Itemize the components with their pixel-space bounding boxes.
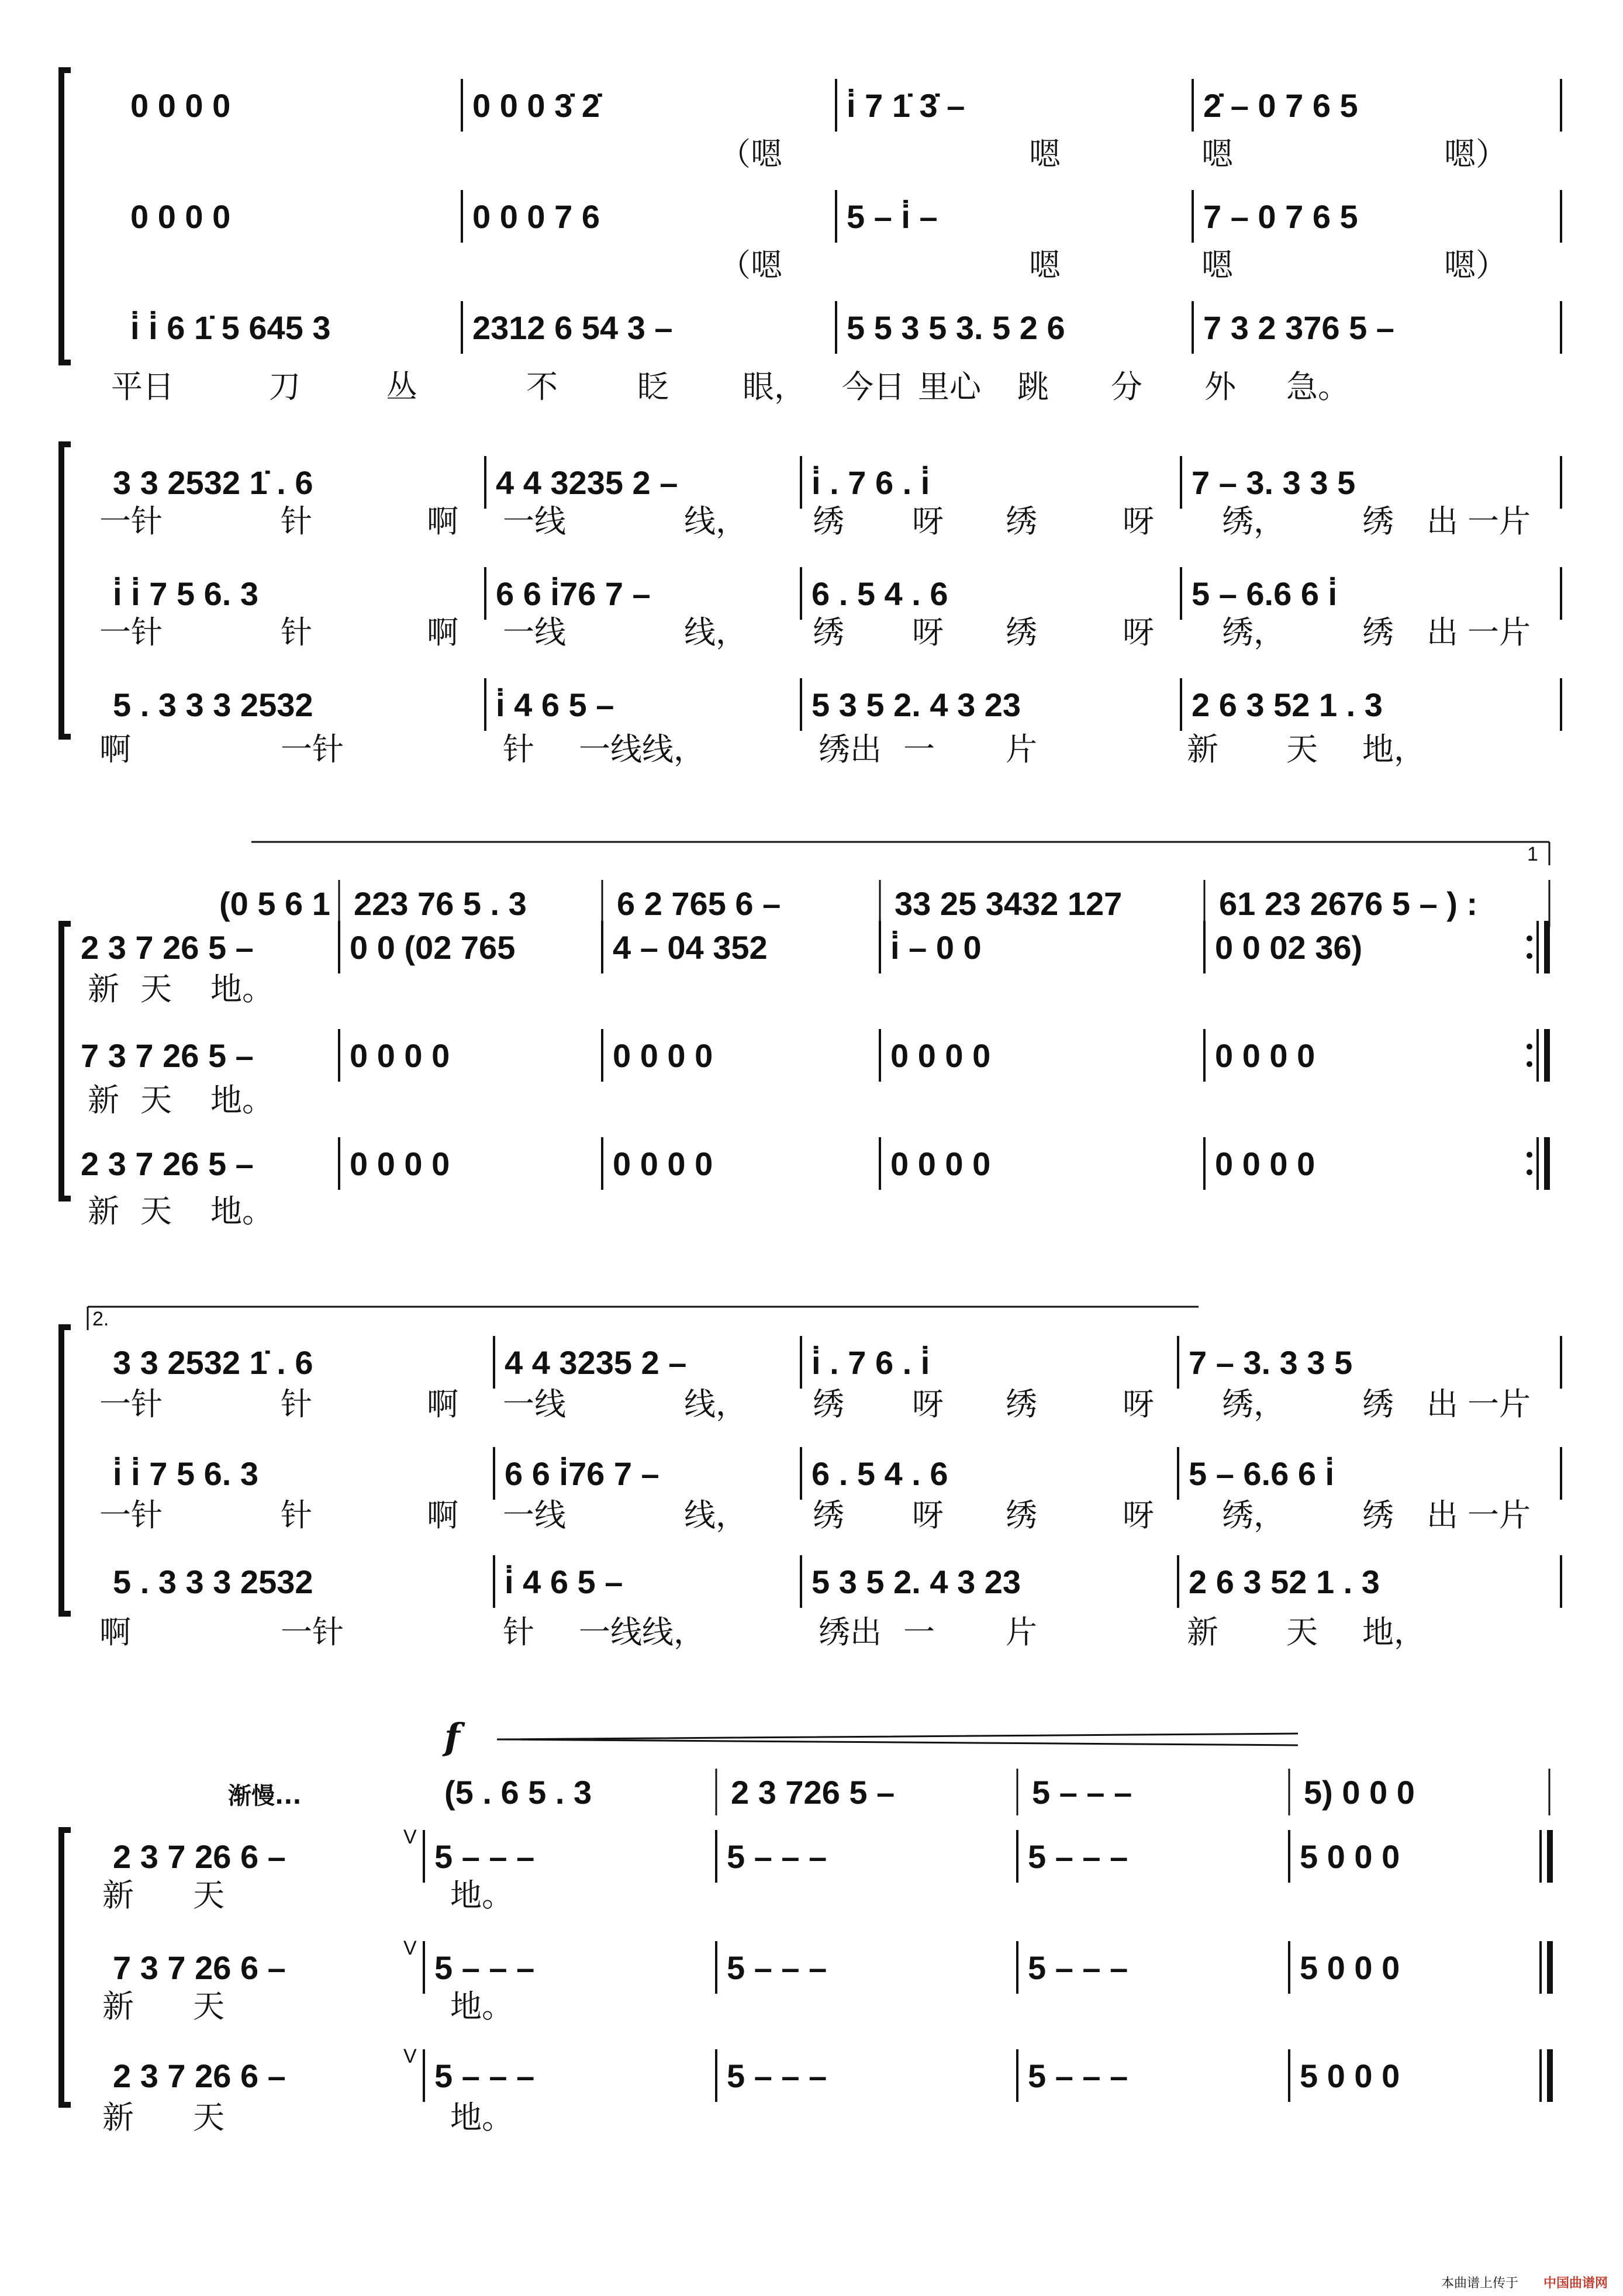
lyric-syllable: 绣	[813, 1497, 844, 1534]
note-group: 2 3 7 26 5 –	[81, 1145, 254, 1182]
note-group: 6 . 5 4 . 6	[811, 575, 948, 612]
volta-number: 1	[1527, 843, 1538, 865]
lyric-syllable: 绣，	[1222, 1386, 1285, 1423]
instrumental-bar: (5 . 6 5 . 3	[444, 1774, 592, 1811]
note-group: 0 0 0 0	[1215, 1145, 1315, 1182]
system-bracket	[61, 924, 71, 1199]
breath-mark: V	[403, 2045, 417, 2067]
lyric-syllable: 一线	[503, 1386, 566, 1423]
lyric-syllable: 地，	[1362, 731, 1425, 768]
lyric-syllable: 嗯	[1201, 136, 1233, 172]
lyric-syllable: 一	[903, 731, 935, 768]
note-group: 5 3 5 2. 4 3 23	[811, 1563, 1021, 1600]
lyric-syllable: 天	[193, 1988, 225, 2025]
lyric-syllable: 嗯）	[1444, 247, 1507, 284]
note-group: 7 3 2 376 5 –	[1203, 309, 1394, 346]
lyric-syllable: 针	[503, 1614, 534, 1651]
note-group: 0 0 (02 765	[350, 929, 516, 966]
lyric-syllable: 一片	[1467, 1497, 1531, 1534]
lyric-syllable: 线，	[684, 614, 747, 651]
note-group: 2 3 7 26 5 –	[81, 929, 254, 966]
lyric-syllable: 今日	[842, 368, 905, 405]
note-group: 5 . 3 3 3 2532	[113, 1563, 313, 1600]
breath-mark: V	[403, 1937, 417, 1959]
note-group: 5 – 6.6 6 i̇	[1192, 575, 1338, 612]
note-group: 5 0 0 0	[1300, 1838, 1400, 1875]
note-group: 7 3 7 26 5 –	[81, 1037, 254, 1074]
lyric-syllable: 绣，	[1222, 503, 1285, 540]
lyric-syllable: 绣	[1362, 1386, 1394, 1423]
note-group: 4 4 3235 2 –	[505, 1344, 687, 1381]
lyric-syllable: 地。	[210, 1193, 274, 1230]
lyric-syllable: 地。	[450, 2099, 513, 2136]
lyric-syllable: 绣	[813, 1386, 844, 1423]
lyric-syllable: 片	[1006, 731, 1037, 768]
lyric-syllable: 一片	[1467, 503, 1531, 540]
lyric-syllable: 啊	[99, 731, 131, 768]
note-group: 5 0 0 0	[1300, 2057, 1400, 2094]
lyric-syllable: 绣	[1006, 503, 1037, 540]
lyric-syllable: 一针	[99, 1497, 163, 1534]
lyric-syllable: 地。	[450, 1877, 513, 1914]
lyric-syllable: 呀	[912, 614, 944, 651]
note-group: 6 6 i̇76 7 –	[496, 575, 651, 612]
lyric-syllable: 出	[1427, 503, 1458, 540]
lyric-syllable: 片	[1006, 1614, 1037, 1651]
lyric-syllable: 一针	[281, 1614, 344, 1651]
lyric-syllable: 一针	[99, 614, 163, 651]
note-group: 0 0 0 0	[1215, 1037, 1315, 1074]
lyric-syllable: 新	[88, 971, 119, 1007]
lyric-syllable: 针	[281, 1386, 312, 1423]
lyric-syllable: 绣	[1006, 1497, 1037, 1534]
lyric-syllable: 线，	[684, 1386, 747, 1423]
lyric-syllable: 针	[281, 503, 312, 540]
note-group: 3 3 2532 1̇ . 6	[113, 1344, 313, 1381]
note-group: 7 3 7 26 6 –	[113, 1949, 286, 1986]
lyric-syllable: 地。	[450, 1988, 513, 2025]
lyric-syllable: 天	[140, 1082, 172, 1118]
lyric-syllable: 外	[1204, 368, 1236, 405]
note-group: 5 – – –	[727, 1838, 827, 1875]
note-group: 5 – i̇ –	[847, 198, 938, 235]
site-logo: 中国曲谱网	[1543, 2276, 1608, 2291]
note-group: 5 – – –	[434, 1838, 535, 1875]
note-group: 5 – 6.6 6 i̇	[1189, 1455, 1335, 1492]
lyric-syllable: 针	[281, 614, 312, 651]
lyric-syllable: 呀	[912, 1386, 944, 1423]
note-group: i̇ 4 6 5 –	[505, 1563, 623, 1600]
instrumental-bar: 223 76 5 . 3	[354, 885, 527, 922]
system-bracket	[61, 1830, 71, 2105]
footer-text: 本曲谱上传于	[1441, 2276, 1519, 2291]
lyric-syllable: 地。	[210, 1082, 274, 1118]
system-bracket	[61, 444, 71, 737]
repeat-dot	[1527, 953, 1532, 959]
instrumental-bar: 2 3 726 5 –	[731, 1774, 895, 1811]
instrumental-bar: (0 5 6 1	[219, 885, 330, 922]
note-group: 6 . 5 4 . 6	[811, 1455, 948, 1492]
breath-mark: V	[403, 1826, 417, 1848]
lyric-syllable: 天	[193, 1877, 225, 1914]
lyric-syllable: 绣	[1006, 614, 1037, 651]
lyric-syllable: 嗯）	[1444, 136, 1507, 172]
lyric-syllable: 丛	[386, 368, 417, 405]
lyric-syllable: 跳	[1017, 368, 1049, 405]
note-group: i̇ i̇ 7 5 6. 3	[113, 1455, 259, 1492]
repeat-dot	[1527, 935, 1532, 941]
lyric-syllable: （嗯	[719, 247, 782, 284]
lyric-syllable: 针	[503, 731, 534, 768]
lyric-syllable: 针	[281, 1497, 312, 1534]
lyric-syllable: 嗯	[1201, 247, 1233, 284]
lyric-syllable: 啊	[427, 503, 458, 540]
lyric-syllable: 天	[1286, 731, 1318, 768]
lyric-syllable: 一针	[99, 1386, 163, 1423]
note-group: 0 0 0 7 6	[472, 198, 600, 235]
note-group: 5 3 5 2. 4 3 23	[811, 686, 1021, 723]
lyric-syllable: 一片	[1467, 1386, 1531, 1423]
note-group: 3 3 2532 1̇ . 6	[113, 464, 313, 501]
note-group: 0 0 0 0	[350, 1145, 450, 1182]
note-group: 5 – – –	[1028, 1949, 1128, 1986]
instrumental-bar: 5) 0 0 0	[1304, 1774, 1415, 1811]
lyric-syllable: 绣出	[819, 731, 882, 768]
note-group: 0 0 0 0	[350, 1037, 450, 1074]
note-group: 0 0 0 0	[613, 1037, 713, 1074]
lyric-syllable: 呀	[1123, 503, 1154, 540]
note-group: 5 – – –	[727, 2057, 827, 2094]
lyric-syllable: 呀	[912, 503, 944, 540]
lyric-syllable: 天	[1286, 1614, 1318, 1651]
system-bracket	[61, 1327, 71, 1614]
lyric-syllable: 里心	[918, 368, 981, 405]
lyric-syllable: 呀	[1123, 1386, 1154, 1423]
lyric-syllable: 分	[1111, 368, 1142, 405]
note-group: i̇ i̇ 6 1̇ 5 645 3	[130, 309, 331, 346]
note-group: 2̇ – 0 7 6 5	[1203, 87, 1358, 124]
lyric-syllable: 呀	[1123, 614, 1154, 651]
instrumental-bar: 61 23 2676 5 – ) :	[1219, 885, 1478, 922]
lyric-syllable: （嗯	[719, 136, 782, 172]
lyric-syllable: 新	[88, 1193, 119, 1230]
note-group: 0 0 0 0	[130, 87, 231, 124]
lyric-syllable: 绣	[813, 614, 844, 651]
instrumental-bar: 6 2 765 6 –	[617, 885, 781, 922]
lyric-syllable: 一针	[281, 731, 344, 768]
lyric-syllable: 一线	[503, 1497, 566, 1534]
lyric-syllable: 一线	[503, 503, 566, 540]
note-group: 0 0 0 3̇ 2̇	[472, 87, 600, 124]
note-group: 2 3 7 26 6 –	[113, 1838, 286, 1875]
note-group: 6 6 i̇76 7 –	[505, 1455, 659, 1492]
tempo-marking: 渐慢...	[228, 1783, 302, 1810]
note-group: 5 0 0 0	[1300, 1949, 1400, 1986]
note-group: 7 – 3. 3 3 5	[1192, 464, 1356, 501]
note-group: i̇ . 7 6 . i̇	[811, 1344, 930, 1381]
note-group: 5 – – –	[1028, 2057, 1128, 2094]
instrumental-bar: 33 25 3432 127	[895, 885, 1123, 922]
lyric-syllable: 一线线，	[579, 1614, 705, 1651]
note-group: 4 4 3235 2 –	[496, 464, 678, 501]
note-group: 5 – – –	[434, 2057, 535, 2094]
lyric-syllable: 新	[88, 1082, 119, 1118]
lyric-syllable: 呀	[1123, 1497, 1154, 1534]
lyric-syllable: 新	[102, 1988, 134, 2025]
note-group: 7 – 3. 3 3 5	[1189, 1344, 1353, 1381]
note-group: 2 6 3 52 1 . 3	[1192, 686, 1383, 723]
lyric-syllable: 绣出	[819, 1614, 882, 1651]
note-group: 4 – 04 352	[613, 929, 768, 966]
lyric-syllable: 出	[1427, 614, 1458, 651]
note-group: i̇ i̇ 7 5 6. 3	[113, 575, 259, 612]
lyric-syllable: 新	[1187, 731, 1218, 768]
lyric-syllable: 线，	[684, 503, 747, 540]
lyric-syllable: 一	[903, 1614, 935, 1651]
lyric-syllable: 新	[102, 1877, 134, 1914]
note-group: 2 6 3 52 1 . 3	[1189, 1563, 1380, 1600]
note-group: 5 . 3 3 3 2532	[113, 686, 313, 723]
note-group: 0 0 0 0	[890, 1145, 991, 1182]
lyric-syllable: 不	[526, 368, 558, 405]
lyric-syllable: 啊	[427, 614, 458, 651]
lyric-syllable: 新	[102, 2099, 134, 2136]
note-group: 2 3 7 26 6 –	[113, 2057, 286, 2094]
note-group: 0 0 0 0	[890, 1037, 991, 1074]
lyric-syllable: 急。	[1286, 368, 1349, 405]
lyric-syllable: 绣	[1362, 1497, 1394, 1534]
note-group: 5 – – –	[727, 1949, 827, 1986]
lyric-syllable: 绣	[1006, 1386, 1037, 1423]
note-group: 5 – – –	[1028, 1838, 1128, 1875]
note-group: 2312 6 54 3 –	[472, 309, 673, 346]
lyric-syllable: 绣	[1362, 503, 1394, 540]
system-bracket	[61, 70, 71, 362]
lyric-syllable: 绣	[1362, 614, 1394, 651]
repeat-dot	[1527, 1169, 1532, 1175]
note-group: 7 – 0 7 6 5	[1203, 198, 1358, 235]
note-group: i̇ 7 1̇ 3̇ –	[847, 87, 965, 124]
volta-number: 2.	[92, 1308, 109, 1330]
lyric-syllable: 天	[193, 2099, 225, 2136]
lyric-syllable: 刀	[269, 368, 301, 405]
lyric-syllable: 绣，	[1222, 614, 1285, 651]
repeat-dot	[1527, 1061, 1532, 1067]
lyric-syllable: 一片	[1467, 614, 1531, 651]
lyric-syllable: 啊	[427, 1386, 458, 1423]
repeat-dot	[1527, 1152, 1532, 1158]
note-group: 5 – – –	[434, 1949, 535, 1986]
lyric-syllable: 一线线，	[579, 731, 705, 768]
lyric-syllable: 一针	[99, 503, 163, 540]
note-group: 5 5 3 5 3. 5 2 6	[847, 309, 1065, 346]
lyric-syllable: 天	[140, 1193, 172, 1230]
note-group: 0 0 0 0	[130, 198, 231, 235]
lyric-syllable: 天	[140, 971, 172, 1007]
note-group: i̇ . 7 6 . i̇	[811, 464, 930, 501]
note-group: i̇ – 0 0	[890, 929, 982, 966]
lyric-syllable: 一线	[503, 614, 566, 651]
decrescendo-hairpin	[497, 1734, 1298, 1745]
note-group: 0 0 02 36)	[1215, 929, 1363, 966]
lyric-syllable: 嗯	[1029, 247, 1061, 284]
instrumental-bar: 5 – – –	[1032, 1774, 1132, 1811]
lyric-syllable: 地，	[1362, 1614, 1425, 1651]
lyric-syllable: 呀	[912, 1497, 944, 1534]
lyric-syllable: 啊	[99, 1614, 131, 1651]
lyric-syllable: 绣，	[1222, 1497, 1285, 1534]
lyric-syllable: 地。	[210, 971, 274, 1007]
note-group: i̇ 4 6 5 –	[496, 686, 614, 723]
lyric-syllable: 新	[1187, 1614, 1218, 1651]
dynamic-marking: f	[444, 1715, 460, 1758]
lyric-syllable: 平日	[111, 368, 174, 405]
lyric-syllable: 出	[1427, 1497, 1458, 1534]
lyric-syllable: 嗯	[1029, 136, 1061, 172]
lyric-syllable: 绣	[813, 503, 844, 540]
note-group: 0 0 0 0	[613, 1145, 713, 1182]
lyric-syllable: 出	[1427, 1386, 1458, 1423]
lyric-syllable: 眨	[637, 368, 669, 405]
repeat-dot	[1527, 1044, 1532, 1049]
lyric-syllable: 眼，	[743, 368, 806, 405]
lyric-syllable: 线，	[684, 1497, 747, 1534]
lyric-syllable: 啊	[427, 1497, 458, 1534]
